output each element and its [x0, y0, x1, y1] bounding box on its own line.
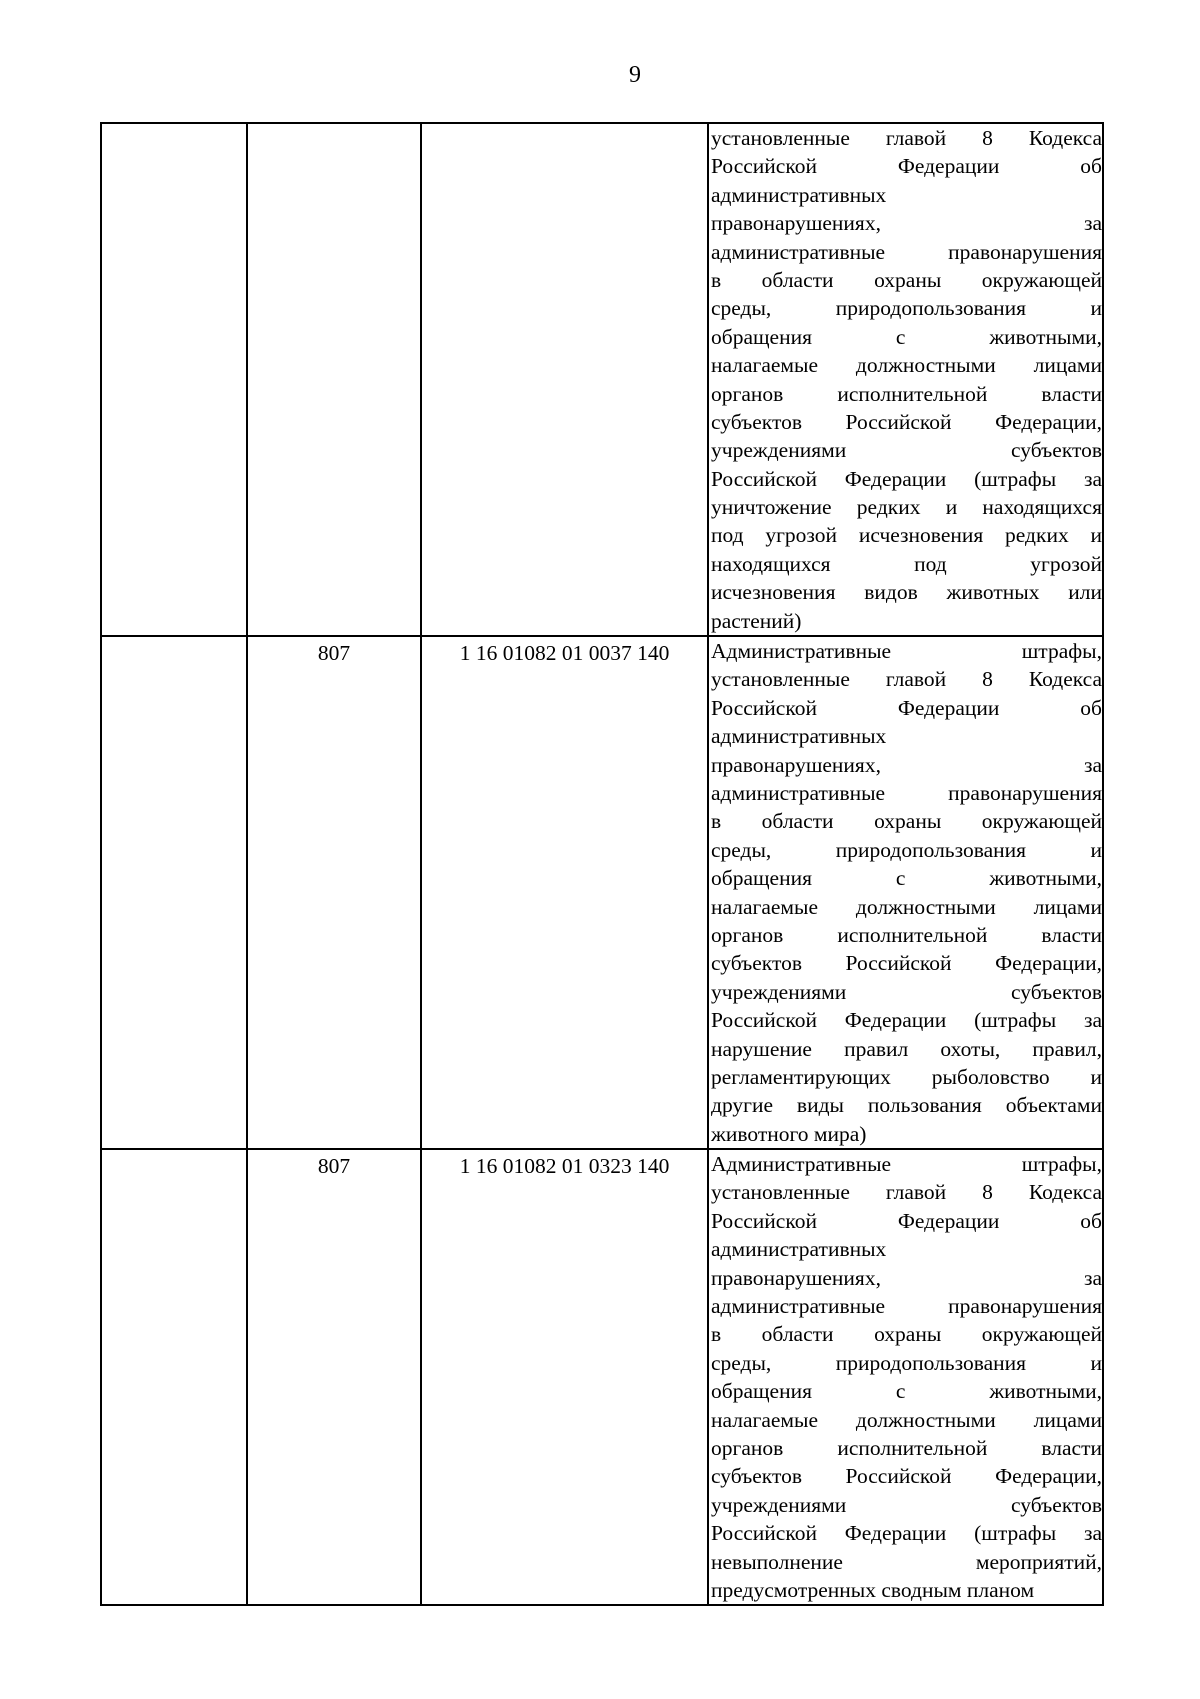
description-text: [709, 1150, 1102, 1604]
description-line: Российской Федерации (штрафы за: [711, 1008, 1102, 1033]
admin-code-cell: [247, 123, 421, 636]
table-row: [101, 123, 1103, 636]
description-line: правонарушениях, за: [711, 1265, 1102, 1290]
description-line: обращения с животными,: [711, 1379, 1102, 1404]
description-line: под угрозой исчезновения редких и: [711, 523, 1102, 548]
description-line: органов исполнительной власти: [711, 1435, 1102, 1460]
description-line: среды, природопользования и: [711, 837, 1102, 862]
budget-code-cell: 1 16 01082 01 0037 140: [421, 636, 708, 1149]
description-text: [709, 637, 1102, 1148]
description-line: обращения с животными,: [711, 324, 1102, 349]
table-row: [101, 636, 1103, 1149]
admin-code-cell: 807: [247, 1149, 421, 1605]
description-line: административных: [711, 724, 887, 749]
admin-code-cell: 807: [247, 636, 421, 1149]
description-line: органов исполнительной власти: [711, 381, 1102, 406]
description-line: налагаемые должностными лицами: [711, 353, 1102, 378]
description-line: среды, природопользования и: [711, 1350, 1102, 1375]
description-line: невыполнение мероприятий,: [711, 1549, 1102, 1574]
description-line: учреждениями субъектов: [711, 1492, 1102, 1517]
description-line: находящихся под угрозой: [711, 551, 1102, 576]
description-line: среды, природопользования и: [711, 296, 1102, 321]
description-line: учреждениями субъектов: [711, 979, 1102, 1004]
description-line: налагаемые должностными лицами: [711, 1407, 1102, 1432]
description-line: растений): [711, 608, 802, 633]
description-line: административных: [711, 182, 887, 207]
row-number-cell: [101, 1149, 247, 1605]
description-line: Административные штрафы,: [711, 1152, 1102, 1177]
description-line: животного мира): [711, 1121, 867, 1146]
description-line: административные правонарушения: [711, 1294, 1102, 1319]
description-line: Российской Федерации об: [711, 695, 1102, 720]
description-line: административных: [711, 1237, 887, 1262]
table-row: [101, 1149, 1103, 1605]
description-line: Российской Федерации об: [711, 1208, 1102, 1233]
description-line: установленные главой 8 Кодекса: [711, 1180, 1102, 1205]
description-line: установленные главой 8 Кодекса: [711, 667, 1102, 692]
description-line: административные правонарушения: [711, 239, 1102, 264]
row-number-cell: [101, 636, 247, 1149]
budget-code-cell: [421, 123, 708, 636]
description-line: исчезновения видов животных или: [711, 580, 1102, 605]
description-line: Российской Федерации (штрафы за: [711, 1521, 1102, 1546]
description-cell: [708, 123, 1103, 636]
description-line: учреждениями субъектов: [711, 438, 1102, 463]
description-line: установленные главой 8 Кодекса: [711, 126, 1102, 150]
description-line: Российской Федерации (штрафы за: [711, 466, 1102, 491]
description-line: в области охраны окружающей: [711, 267, 1102, 292]
description-line: нарушение правил охоты, правил,: [711, 1036, 1102, 1061]
description-line: предусмотренных сводным планом: [711, 1577, 1035, 1602]
description-line: правонарушениях, за: [711, 752, 1102, 777]
description-line: субъектов Российской Федерации,: [711, 951, 1102, 976]
description-line: регламентирующих рыболовство и: [711, 1064, 1102, 1089]
description-line: другие виды пользования объектами: [711, 1093, 1102, 1118]
description-line: правонарушениях, за: [711, 211, 1102, 236]
description-line: Российской Федерации об: [711, 154, 1102, 179]
description-line: налагаемые должностными лицами: [711, 894, 1102, 919]
description-line: органов исполнительной власти: [711, 922, 1102, 947]
description-line: Административные штрафы,: [711, 639, 1102, 664]
description-line: субъектов Российской Федерации,: [711, 1464, 1102, 1489]
description-line: уничтожение редких и находящихся: [711, 495, 1102, 520]
description-cell: [708, 636, 1103, 1149]
fees-table: [100, 122, 1104, 1606]
description-line: административные правонарушения: [711, 780, 1102, 805]
description-line: в области охраны окружающей: [711, 1322, 1102, 1347]
description-line: субъектов Российской Федерации,: [711, 409, 1102, 434]
budget-code-cell: 1 16 01082 01 0323 140: [421, 1149, 708, 1605]
description-cell: [708, 1149, 1103, 1605]
row-number-cell: [101, 123, 247, 636]
page-number: 9: [629, 62, 641, 88]
description-text: [709, 124, 1102, 635]
description-line: обращения с животными,: [711, 866, 1102, 891]
description-line: в области охраны окружающей: [711, 809, 1102, 834]
